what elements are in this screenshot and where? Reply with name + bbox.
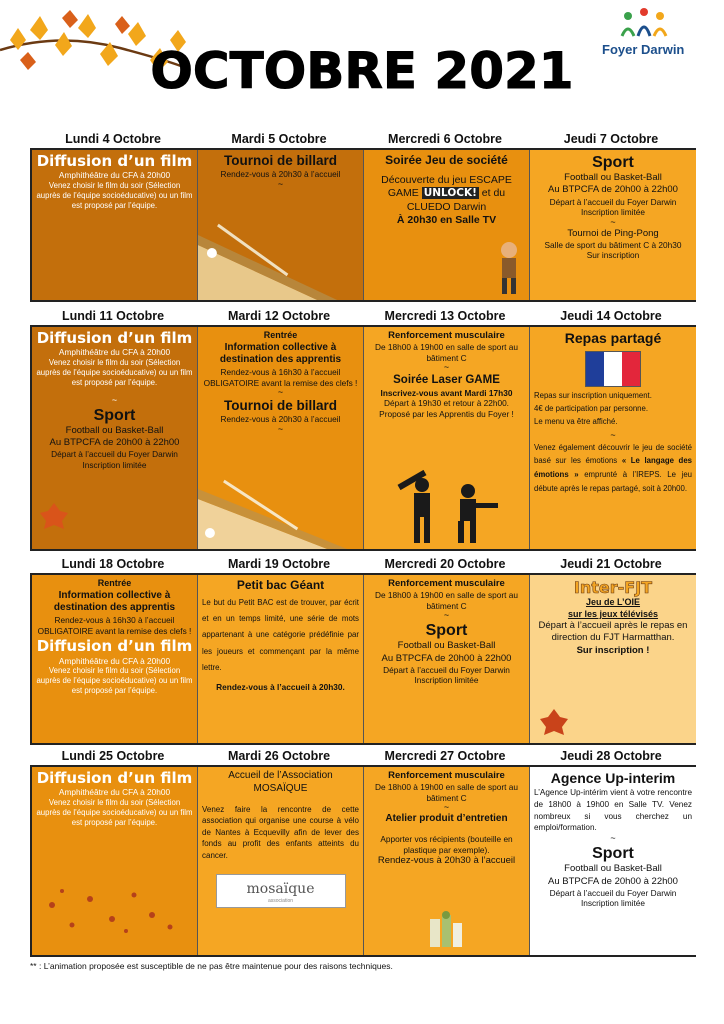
event-text: Rendez-vous à 16h30 à l’accueil <box>220 367 341 378</box>
day-header: Mercredi 27 Octobre <box>384 749 506 763</box>
billiard-table-image <box>198 469 363 549</box>
day-header: Mardi 19 Octobre <box>227 557 331 571</box>
event-heading: Sport <box>592 154 634 171</box>
event-heading: Inter-FJT <box>573 578 653 597</box>
logo-people-icon <box>616 6 676 46</box>
day-header: Jeudi 28 Octobre <box>560 749 662 763</box>
event-heading: Sport <box>592 845 634 863</box>
event-heading: MOSAÏQUE <box>253 782 308 794</box>
day-header: Mardi 12 Octobre <box>227 309 331 323</box>
event-cell <box>364 327 530 549</box>
event-cell <box>32 575 198 743</box>
mosaique-logo <box>216 874 346 908</box>
day-header: Jeudi 7 Octobre <box>563 132 659 146</box>
event-cell <box>198 575 364 743</box>
event-text: Inscription limitée <box>580 207 646 218</box>
separator: ~ <box>610 216 616 227</box>
week-4 <box>30 747 696 957</box>
event-heading: Soirée Jeu de société <box>385 153 508 167</box>
day-header: Mercredi 13 Octobre <box>384 309 506 323</box>
event-text: Départ à 19h30 et retour à 22h00. <box>383 398 509 409</box>
event-desc: Venez choisir le film du soir (Sélection auprès de l’équipe socioéducative) ou un film est proposé par l’équipe. <box>36 180 193 210</box>
separator: ~ <box>610 833 616 844</box>
event-cell <box>198 327 364 549</box>
event-heading: Diffusion d’un film <box>36 329 193 347</box>
event-text: GAME <box>387 187 419 200</box>
event-text: Rendez-vous à 20h30 à l’accueil <box>220 414 341 425</box>
leaf-icon <box>538 707 570 737</box>
event-text: Le but du Petit BAC est de trouver, par écrit et en un temps limité, une série de mots appartenant à une catégorie prédéfinie par les joueurs et commençant par la même lettre. <box>202 598 359 672</box>
event-text: Rendez-vous à 20h30 à l’accueil <box>220 169 341 180</box>
event-heading: Agence Up-interim <box>550 770 676 786</box>
event-text: Football ou Basket-Ball <box>564 863 662 875</box>
event-cell <box>32 150 198 300</box>
event-text: Départ à l’accueil du Foyer Darwin <box>549 196 677 207</box>
event-place: Amphithéâtre du CFA à 20h00 <box>58 347 171 358</box>
event-heading: Renforcement musculaire <box>388 770 505 781</box>
event-text: CLUEDO Darwin <box>406 200 487 213</box>
event-heading: Atelier produit d’entretien <box>385 813 508 825</box>
event-text: Inscription limitée <box>414 675 479 686</box>
event-place: Amphithéâtre du CFA à 20h00 <box>58 655 171 666</box>
event-text: L’Agence Up-intérim vient à votre rencontre de 18h00 à 19h00 en Salle TV. Venez nombreux si vous cherchez un emploi/formation. <box>534 787 692 833</box>
event-text: Repas sur inscription uniquement. <box>534 390 652 400</box>
event-cell <box>32 767 198 955</box>
event-heading: Tournoi de billard <box>224 153 337 168</box>
event-desc: Venez choisir le film du soir (Sélection auprès de l’équipe socioéducative) ou un film est proposé par l’équipe. <box>36 666 193 696</box>
event-text: De 18h00 à 19h00 en salle de sport au bâtiment C <box>375 590 518 611</box>
event-text: Football ou Basket-Ball <box>65 424 164 436</box>
event-text: sur les jeux télévisés <box>567 608 659 619</box>
event-desc: Venez choisir le film du soir (Sélection auprès de l’équipe socioéducative) ou un film est proposé par l’équipe. <box>36 357 193 387</box>
event-text: Jeu de L’OIE <box>585 597 641 608</box>
event-text: Venez faire la rencontre de cette association qui organise une course à vélo de Nantes à Ecquevilly afin de lever des fonds au profit des enfants atteints du cancer. <box>202 804 359 860</box>
event-heading: Sport <box>425 622 468 640</box>
event-text: Départ à l’accueil du Foyer Darwin <box>51 449 178 460</box>
separator: ~ <box>277 178 284 189</box>
event-text: Football ou Basket-Ball <box>397 640 496 652</box>
event-text: Départ à l’accueil après le repas en direction du FJT Harmatthan. <box>538 620 688 644</box>
event-text: Venez également découvrir le jeu de société basé sur les émotions <box>534 442 692 466</box>
day-header: Lundi 11 Octobre <box>61 309 165 323</box>
day-header: Jeudi 21 Octobre <box>560 557 662 571</box>
day-header: Jeudi 14 Octobre <box>560 309 662 323</box>
event-heading: Renforcement musculaire <box>388 330 505 341</box>
event-cell <box>32 327 198 549</box>
french-flag-image <box>585 351 641 387</box>
event-text: 4€ de participation par personne. <box>534 403 648 413</box>
event-text: et du <box>481 187 506 200</box>
event-text: Au BTPCFA de 20h00 à 22h00 <box>49 437 180 448</box>
mosaique-logo-text: mosaïque <box>246 880 315 897</box>
event-heading: Diffusion d’un film <box>36 152 193 170</box>
event-text: Rendez-vous à 16h30 à l’accueil <box>54 615 175 626</box>
event-heading: Information collective à destination des apprentis <box>53 589 176 614</box>
event-heading: Repas partagé <box>564 330 662 346</box>
event-place: Amphithéâtre du CFA à 20h00 <box>58 170 171 181</box>
event-text: Inscrivez-vous avant Mardi 17h30 <box>380 387 513 398</box>
event-text: Au BTPCFA de 20h00 à 22h00 <box>381 652 512 664</box>
laser-game-players-image <box>392 467 502 547</box>
event-text: OBLIGATOIRE avant la remise des clefs ! <box>203 377 358 388</box>
event-text: Tournoi de Ping-Pong <box>567 227 659 239</box>
day-header: Mercredi 20 Octobre <box>384 557 506 571</box>
event-text: Salle de sport du bâtiment C à 20h30 <box>544 239 682 250</box>
event-text: Au BTPCFA de 20h00 à 22h00 <box>548 875 678 887</box>
event-text: Inscription limitée <box>580 898 646 909</box>
cluedo-character-icon <box>495 238 523 296</box>
separator: ~ <box>277 387 284 398</box>
event-text: emprunté à l’IREPS. Le jeu débute après le repas partagé, soit à 20h00. <box>534 469 692 493</box>
separator: ~ <box>111 394 118 405</box>
event-text: De 18h00 à 19h00 en salle de sport au bâtiment C <box>375 782 518 803</box>
event-cell <box>364 150 530 300</box>
week-2 <box>30 307 696 551</box>
event-text: Proposé par les Apprentis du Foyer ! <box>379 408 514 419</box>
mosaique-logo-sub: association <box>267 898 293 905</box>
event-text: Au BTPCFA de 20h00 à 22h00 <box>548 184 678 196</box>
event-desc: Venez choisir le film du soir (Sélection auprès de l’équipe socioéducative) ou un film est proposé par l’équipe. <box>36 797 193 827</box>
event-heading: Information collective à destination des apprentis <box>219 341 342 366</box>
billiard-table-image <box>198 205 363 300</box>
day-header: Mercredi 6 Octobre <box>388 132 502 146</box>
day-header: Lundi 25 Octobre <box>61 749 165 763</box>
event-heading: Accueil de l’Association <box>228 770 333 781</box>
event-cell <box>530 575 696 743</box>
event-text <box>534 441 692 496</box>
unlock-logo: UNLOCK! <box>423 187 477 200</box>
event-cell <box>198 150 364 300</box>
separator: ~ <box>443 802 450 813</box>
event-heading: Rentrée <box>263 330 298 340</box>
event-text: Le menu va être affiché. <box>534 416 618 426</box>
logo-text-foyer: Foyer <box>602 42 638 57</box>
event-time: À 20h30 en Salle TV <box>396 214 497 227</box>
day-header: Mardi 26 Octobre <box>227 749 331 763</box>
event-cell <box>530 767 696 955</box>
event-cell <box>364 575 530 743</box>
event-text: Rendez-vous à 20h30 à l’accueil <box>377 855 516 867</box>
leaf-icon <box>38 501 70 531</box>
separator: ~ <box>443 610 450 621</box>
event-heading: Petit bac Géant <box>236 578 325 592</box>
day-header: Lundi 18 Octobre <box>61 557 165 571</box>
event-text: Découverte du jeu ESCAPE <box>381 174 512 186</box>
event-heading: Tournoi de billard <box>224 398 337 414</box>
footnote: ** : L’animation proposée est susceptible de ne pas être maintenue pour des raisons techniques. <box>30 961 393 971</box>
event-time: Rendez-vous à l’accueil à 20h30. <box>216 682 345 693</box>
event-place: Amphithéâtre du CFA à 20h00 <box>58 787 171 798</box>
game-name: « Le langage des émotions » <box>534 456 692 479</box>
week-1 <box>30 130 696 302</box>
day-header: Lundi 4 Octobre <box>65 132 161 146</box>
event-cell <box>530 327 696 549</box>
event-heading: Rentrée <box>97 578 132 588</box>
event-text: Football ou Basket-Ball <box>564 172 662 184</box>
event-text: OBLIGATOIRE avant la remise des clefs ! <box>37 625 192 636</box>
falling-leaves-decoration <box>42 885 182 935</box>
event-text: Départ à l’accueil du Foyer Darwin <box>549 887 677 898</box>
event-heading: Renforcement musculaire <box>388 578 505 589</box>
event-text: De 18h00 à 19h00 en salle de sport au bâtiment C <box>375 342 518 363</box>
event-text: Inscription limitée <box>82 459 147 470</box>
event-text: Sur inscription ! <box>576 644 650 656</box>
event-cell <box>530 150 696 300</box>
separator: ~ <box>610 429 616 440</box>
event-text: Départ à l’accueil du Foyer Darwin <box>383 664 510 675</box>
event-text: Sur inscription <box>586 250 640 261</box>
week-3 <box>30 555 696 745</box>
day-header: Mardi 5 Octobre <box>231 132 327 146</box>
cleaning-products-image <box>424 909 468 949</box>
event-cell <box>364 767 530 955</box>
event-text: Apporter vos récipients (bouteille en plastique par exemple). <box>380 834 513 855</box>
logo-text-darwin: Darwin <box>641 42 685 57</box>
separator: ~ <box>277 424 284 435</box>
event-heading: Sport <box>93 406 136 424</box>
event-heading: Diffusion d’un film <box>36 769 193 787</box>
separator: ~ <box>443 362 450 373</box>
event-heading: Soirée Laser GAME <box>393 374 500 387</box>
event-cell <box>198 767 364 955</box>
page-title: OCTOBRE 2021 <box>150 42 574 100</box>
event-heading: Diffusion d’un film <box>36 637 193 656</box>
